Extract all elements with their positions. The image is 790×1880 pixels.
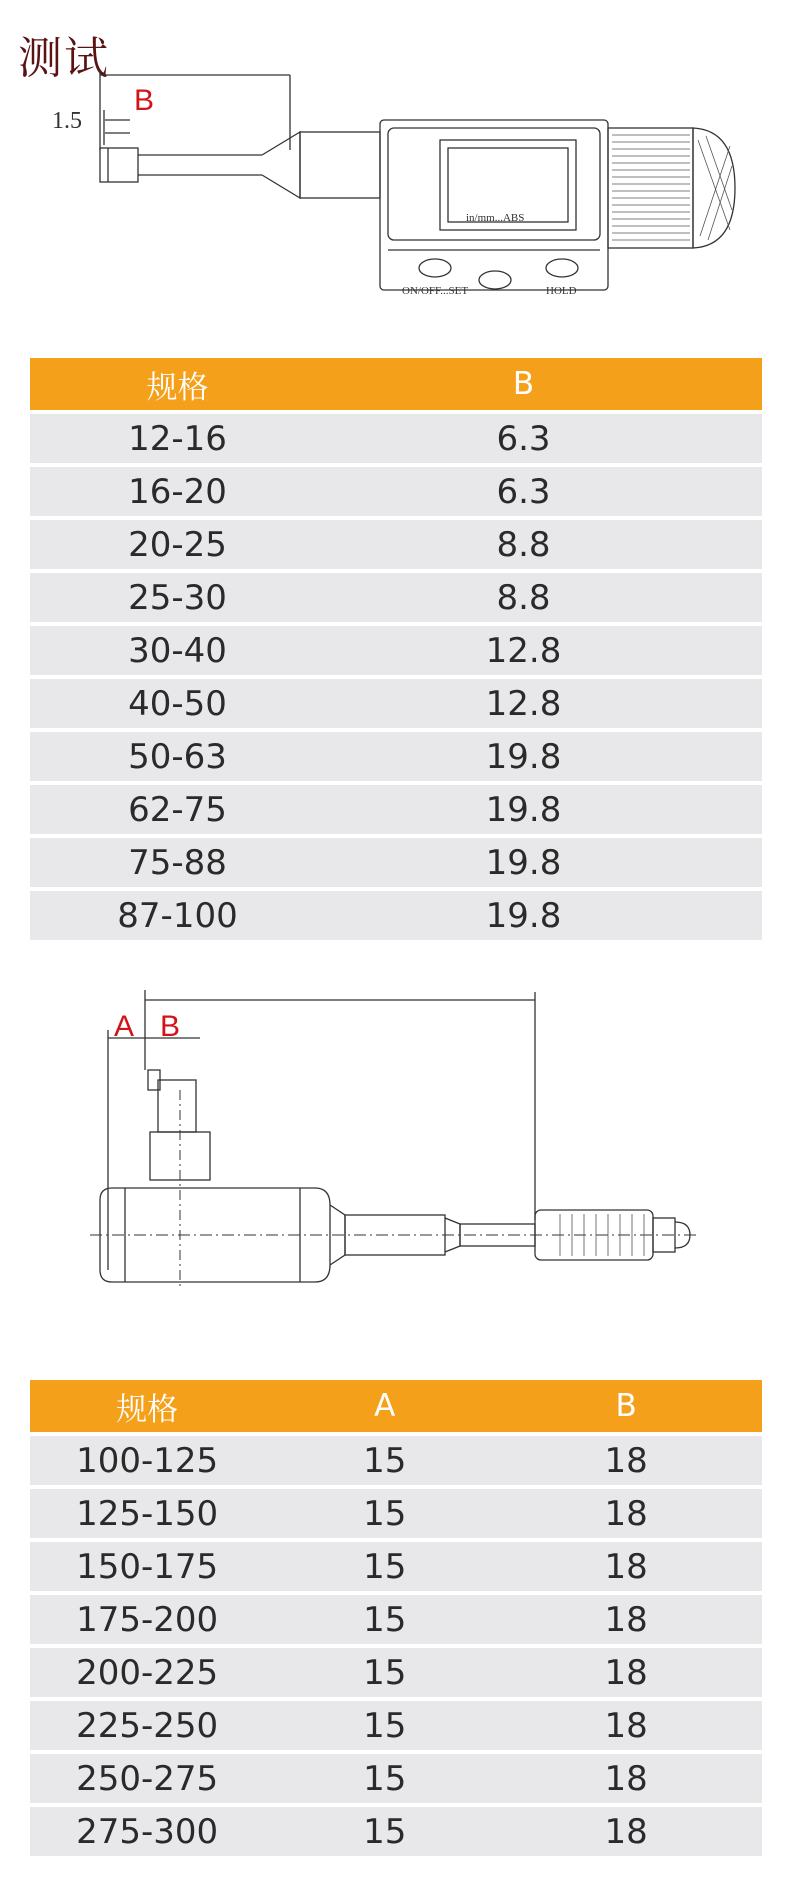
cell-spec: 100-125: [76, 1440, 219, 1481]
cell-a: 15: [363, 1440, 407, 1481]
large-bore-gauge-diagram: [0, 970, 790, 1330]
table-row: [30, 414, 762, 463]
cell-spec: 225-250: [76, 1705, 219, 1746]
cell-a: 15: [363, 1546, 407, 1587]
header-b: B: [615, 1388, 637, 1424]
cell-a: 15: [363, 1599, 407, 1640]
cell-a: 15: [363, 1705, 407, 1746]
cell-spec: 12-16: [128, 418, 227, 459]
cell-spec: 30-40: [128, 630, 227, 671]
cell-b: 18: [604, 1440, 648, 1481]
table-row: [30, 626, 762, 675]
table-header: [30, 1380, 762, 1432]
cell-spec: 175-200: [76, 1599, 219, 1640]
table-row: [30, 1807, 762, 1856]
table-row: [30, 573, 762, 622]
cell-b: 12.8: [485, 630, 562, 671]
cell-spec: 275-300: [76, 1811, 219, 1852]
cell-b: 18: [604, 1652, 648, 1693]
table-row: [30, 1754, 762, 1803]
cell-spec: 125-150: [76, 1493, 219, 1534]
cell-a: 15: [363, 1493, 407, 1534]
header-spec: 规格: [116, 1391, 179, 1428]
on-off-set-label: ON/OFF...SET: [402, 285, 469, 297]
header-spec: 规格: [146, 369, 209, 406]
cell-spec: 150-175: [76, 1546, 219, 1587]
cell-b: 8.8: [496, 524, 551, 565]
cell-a: 15: [363, 1811, 407, 1852]
table-row: [30, 732, 762, 781]
cell-b: 6.3: [496, 471, 551, 512]
table-row: [30, 1648, 762, 1697]
cell-b: 19.8: [485, 895, 562, 936]
cell-a: 15: [363, 1652, 407, 1693]
cell-b: 18: [604, 1811, 648, 1852]
cell-b: 19.8: [485, 789, 562, 830]
cell-b: 18: [604, 1758, 648, 1799]
spec-table-1: [30, 358, 762, 940]
bore-gauge-diagram: [0, 40, 790, 340]
cell-spec: 200-225: [76, 1652, 219, 1693]
dim-value-label: 1.5: [52, 108, 82, 134]
cell-b: 19.8: [485, 842, 562, 883]
dim-letter-b: B: [134, 84, 155, 117]
cell-b: 18: [604, 1705, 648, 1746]
table-row: [30, 1701, 762, 1750]
cell-spec: 62-75: [128, 789, 227, 830]
table-row: [30, 467, 762, 516]
dim-letter-b: B: [160, 1010, 181, 1043]
table-row: [30, 1436, 762, 1485]
cell-a: 15: [363, 1758, 407, 1799]
table-row: [30, 785, 762, 834]
cell-spec: 40-50: [128, 683, 227, 724]
cell-b: 8.8: [496, 577, 551, 618]
cell-spec: 20-25: [128, 524, 227, 565]
cell-b: 18: [604, 1546, 648, 1587]
cell-b: 6.3: [496, 418, 551, 459]
cell-spec: 250-275: [76, 1758, 219, 1799]
cell-spec: 25-30: [128, 577, 227, 618]
cell-spec: 87-100: [117, 895, 238, 936]
cell-spec: 75-88: [128, 842, 227, 883]
header-a: A: [374, 1388, 396, 1424]
cell-b: 19.8: [485, 736, 562, 777]
table-header: [30, 358, 762, 410]
dim-letter-a: A: [114, 1010, 135, 1043]
table-row: [30, 838, 762, 887]
page-title: 测试: [18, 33, 110, 84]
cell-spec: 50-63: [128, 736, 227, 777]
spec-table-2: [30, 1380, 762, 1856]
table-row: [30, 679, 762, 728]
table-row: [30, 1542, 762, 1591]
table-row: [30, 1595, 762, 1644]
table-row: [30, 1489, 762, 1538]
table-row: [30, 520, 762, 569]
cell-b: 18: [604, 1493, 648, 1534]
cell-b: 18: [604, 1599, 648, 1640]
display-mode-text: in/mm...ABS: [466, 212, 525, 224]
hold-label: HOLD: [546, 285, 577, 297]
table-row: [30, 891, 762, 940]
header-b: B: [512, 366, 535, 402]
cell-spec: 16-20: [128, 471, 227, 512]
cell-b: 12.8: [485, 683, 562, 724]
